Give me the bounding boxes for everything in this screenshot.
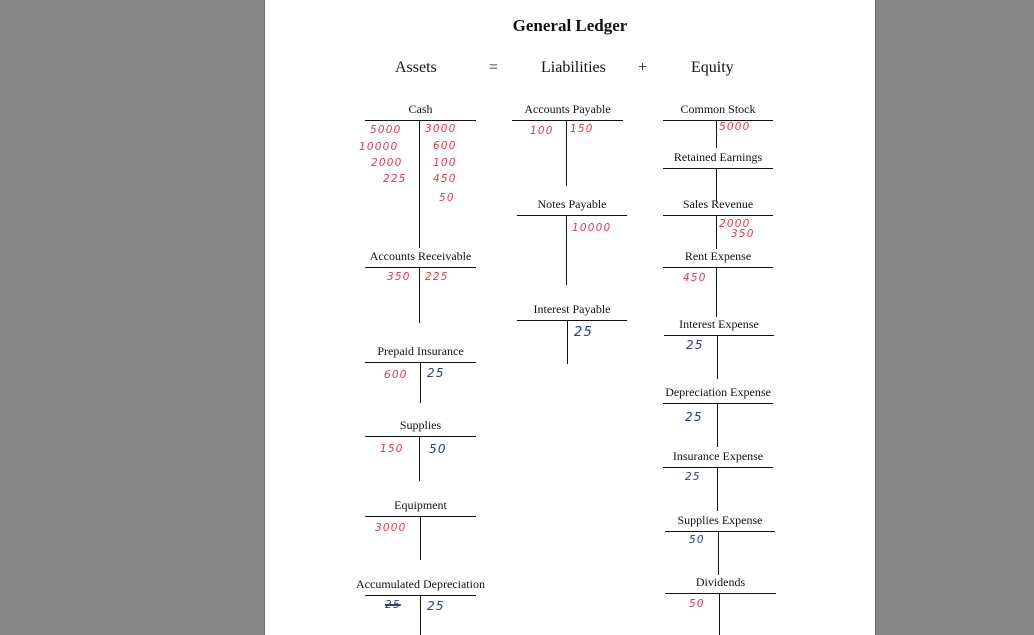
credit-entry: 150 [570, 123, 594, 135]
debit-entry: 600 [384, 369, 408, 381]
t-account-top-line [517, 215, 627, 216]
credit-entry: 10000 [572, 222, 612, 234]
t-account-divider [717, 467, 718, 511]
account-name: Supplies [399, 418, 442, 432]
credit-entry: 25 [427, 366, 445, 380]
t-account-divider [716, 120, 717, 148]
t-account-top-line [365, 267, 476, 268]
t-account-divider [419, 120, 420, 248]
credit-entry: 25 [574, 325, 593, 340]
account-name: Accumulated Depreciation [356, 577, 485, 591]
t-account-divider [718, 531, 719, 575]
account-name: Equipment [394, 498, 447, 512]
credit-entry: 600 [433, 140, 457, 152]
t-account-divider [420, 362, 421, 403]
account-name: Sales Revenue [682, 197, 754, 211]
t-account-divider [717, 335, 718, 379]
account-name: Cash [408, 102, 433, 116]
debit-entry: 25 [385, 599, 401, 611]
t-account-top-line [365, 120, 476, 121]
account-name: Notes Payable [537, 197, 607, 211]
t-account-divider [716, 215, 717, 249]
credit-entry: 450 [433, 173, 457, 185]
debit-entry: 25 [685, 471, 701, 483]
account-name: Accounts Receivable [369, 249, 472, 263]
equals-sign: = [489, 59, 499, 76]
t-account-divider [567, 320, 568, 364]
t-account-divider [566, 215, 567, 285]
t-account-top-line [663, 267, 773, 268]
debit-entry: 225 [383, 173, 407, 185]
debit-entry: 50 [689, 598, 705, 610]
t-account-divider [717, 403, 718, 447]
t-account-divider [719, 593, 720, 635]
debit-entry: 10000 [359, 141, 399, 153]
account-name: Interest Payable [533, 302, 611, 316]
debit-entry: 5000 [370, 124, 402, 136]
account-name: Retained Earnings [673, 150, 763, 164]
account-name: Prepaid Insurance [377, 344, 464, 358]
t-account-top-line [512, 120, 623, 121]
debit-entry: 450 [683, 272, 707, 284]
debit-entry: 2000 [371, 157, 403, 169]
t-account-top-line [517, 320, 627, 321]
t-account-top-line [663, 120, 773, 121]
account-name: Common Stock [680, 102, 756, 116]
t-account-divider [419, 436, 420, 481]
page-title: General Ledger [512, 16, 628, 35]
liabilities-header: Liabilities [541, 59, 606, 76]
debit-entry: 100 [530, 125, 554, 137]
credit-entry: 2000 [719, 218, 751, 230]
account-name: Rent Expense [684, 249, 752, 263]
equity-header: Equity [691, 59, 734, 76]
credit-entry: 5000 [719, 121, 751, 133]
t-account-top-line [665, 593, 776, 594]
account-name: Accounts Payable [524, 102, 611, 116]
t-account-top-line [665, 531, 775, 532]
t-account-divider [716, 267, 717, 317]
credit-entry: 100 [433, 157, 457, 169]
credit-entry: 50 [439, 192, 455, 204]
account-name: Dividends [695, 575, 746, 589]
account-name: Interest Expense [679, 317, 759, 331]
credit-entry: 225 [425, 271, 449, 283]
debit-entry: 150 [380, 443, 404, 455]
credit-entry: 50 [429, 442, 447, 456]
t-account-divider [420, 516, 421, 560]
t-account-divider [420, 595, 421, 635]
t-account-divider [419, 267, 420, 323]
t-account-top-line [663, 168, 773, 169]
credit-entry: 350 [731, 228, 755, 240]
assets-header: Assets [395, 59, 437, 76]
t-account-top-line [365, 436, 476, 437]
account-name: Depreciation Expense [665, 385, 771, 399]
debit-entry: 3000 [375, 522, 407, 534]
debit-entry: 25 [686, 338, 704, 352]
t-account-top-line [663, 215, 773, 216]
plus-sign: + [638, 59, 648, 76]
account-name: Supplies Expense [677, 513, 763, 527]
credit-entry: 25 [427, 599, 445, 613]
t-account-divider [566, 120, 567, 186]
debit-entry: 25 [685, 410, 703, 424]
ledger-page [264, 0, 876, 635]
debit-entry: 50 [689, 534, 705, 546]
credit-entry: 3000 [425, 123, 457, 135]
account-name: Insurance Expense [672, 449, 764, 463]
debit-entry: 350 [387, 271, 411, 283]
t-account-top-line [664, 335, 774, 336]
